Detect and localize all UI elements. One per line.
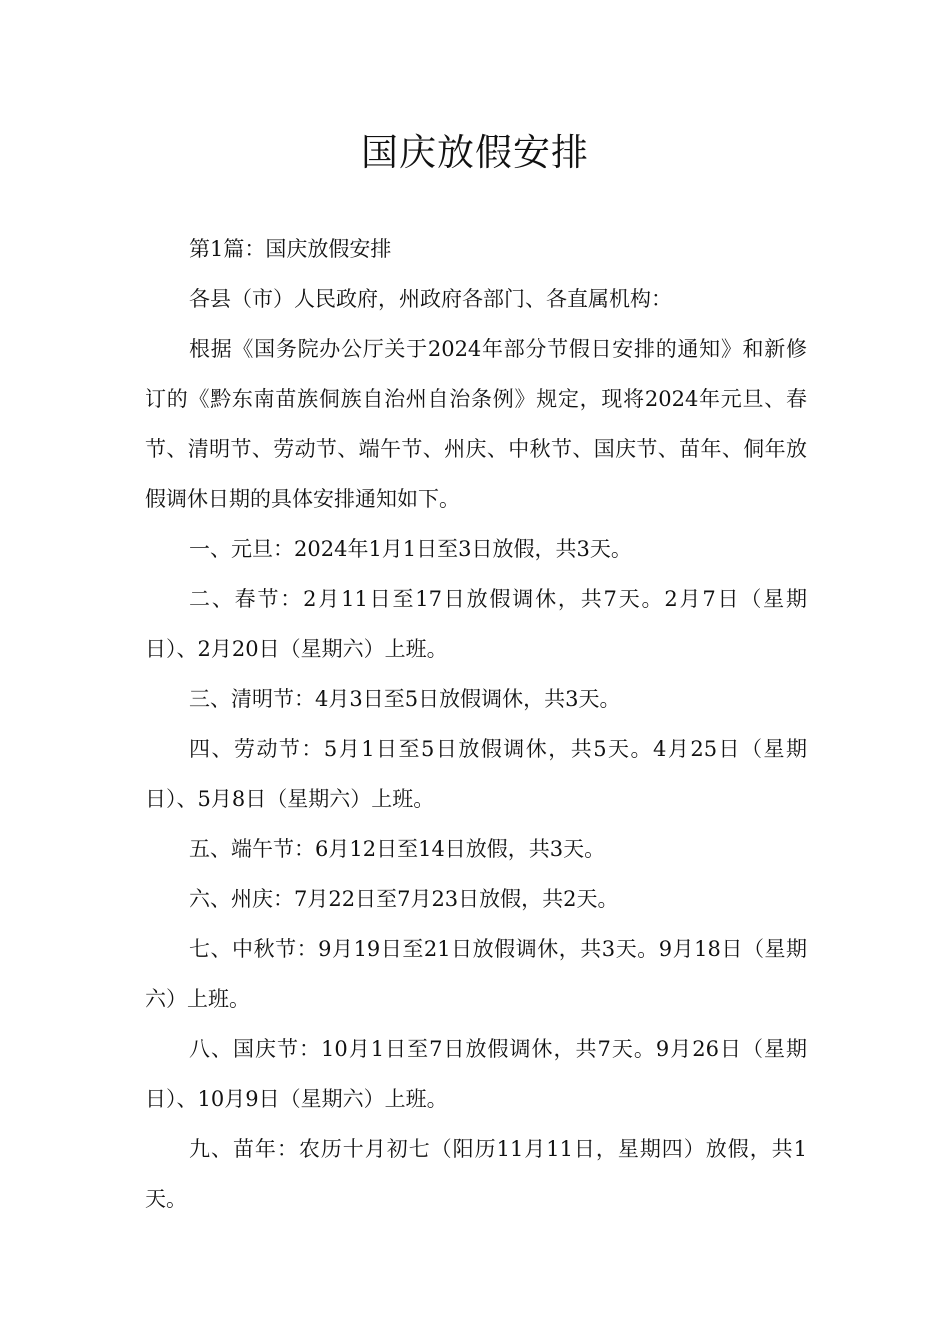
chapter-heading: 第1篇：国庆放假安排 (189, 237, 392, 261)
document-body (145, 224, 807, 1224)
holiday-item-national-day: 八、国庆节：10月1日至7日放假调休，共7天。9月26日（星期日）、10月9日（星期六）上班。 (145, 1037, 807, 1111)
holiday-item-miao-new-year: 九、苗年：农历十月初七（阳历11月11日，星期四）放假，共1天。 (145, 1137, 807, 1211)
holiday-item-dragon-boat: 五、端午节：6月12日至14日放假，共3天。 (189, 837, 606, 861)
holiday-item-new-year: 一、元旦：2024年1月1日至3日放假，共3天。 (189, 537, 632, 561)
holiday-item-prefecture-day: 六、州庆：7月22日至7月23日放假，共2天。 (189, 887, 619, 911)
intro-paragraph: 根据《国务院办公厅关于2024年部分节假日安排的通知》和新修订的《黔东南苗族侗族自治州自治条例》规定，现将2024年元旦、春节、清明节、劳动节、端午节、州庆、中秋节、国庆节、苗年、侗年放假调休日期的具体安排通知如下。 (145, 337, 807, 511)
holiday-item-mid-autumn: 七、中秋节：9月19日至21日放假调休，共3天。9月18日（星期六）上班。 (145, 937, 807, 1011)
holiday-item-spring-festival: 二、春节：2月11日至17日放假调休，共7天。2月7日（星期日）、2月20日（星期六）上班。 (145, 587, 807, 661)
holiday-item-labor-day: 四、劳动节：5月1日至5日放假调休，共5天。4月25日（星期日）、5月8日（星期六）上班。 (145, 737, 807, 811)
document-title: 国庆放假安排 (361, 131, 589, 174)
addressee-line: 各县（市）人民政府，州政府各部门、各直属机构： (189, 287, 672, 311)
holiday-item-qingming: 三、清明节：4月3日至5日放假调休，共3天。 (189, 687, 621, 711)
